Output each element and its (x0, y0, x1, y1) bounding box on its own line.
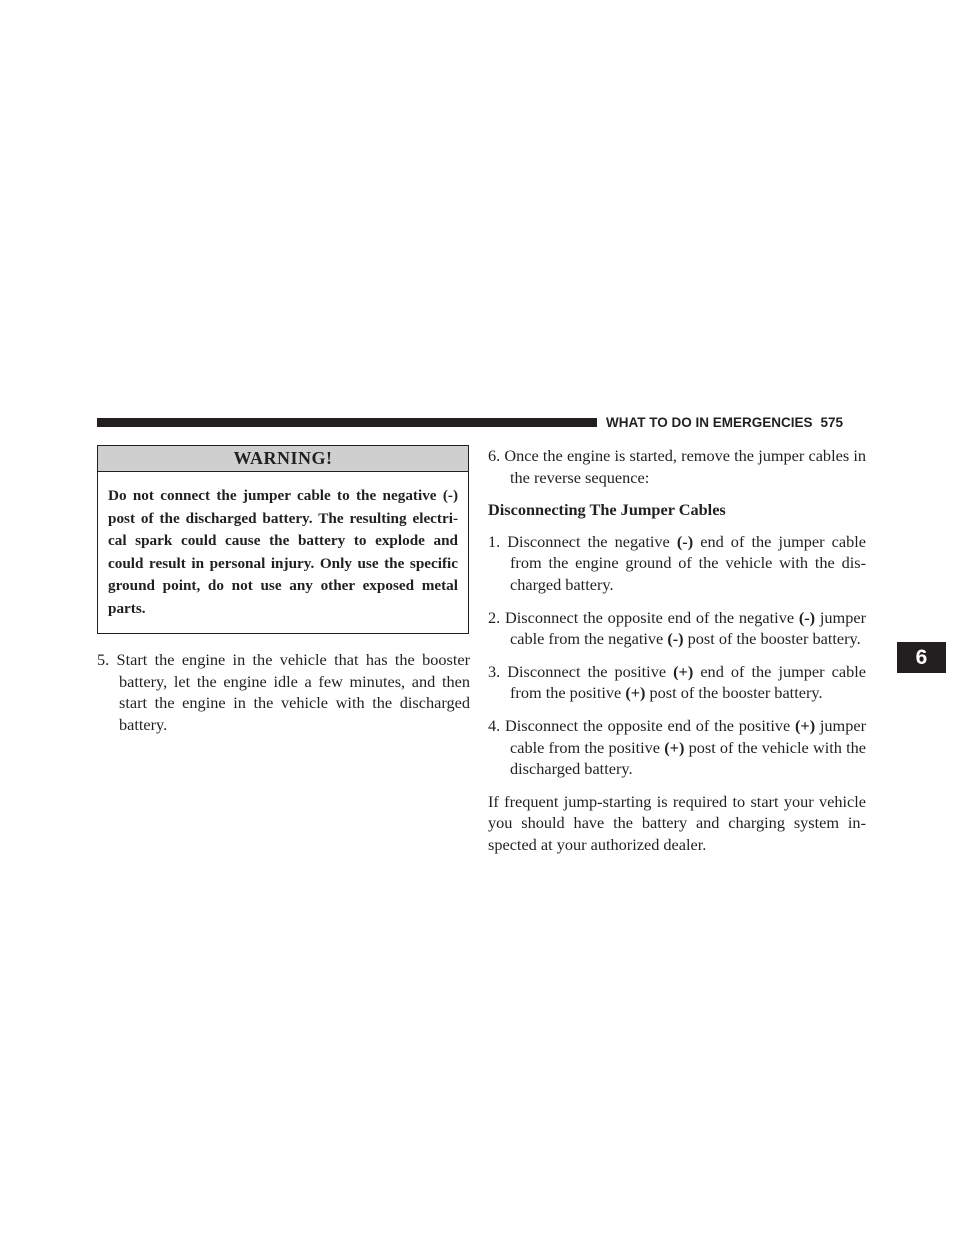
disconnect-step-1 (488, 531, 866, 596)
step-text: 2. Disconnect the opposite end of the negative (488, 607, 799, 627)
step-text: 1. Disconnect the negative (488, 531, 677, 551)
closing-paragraph: If frequent jump-starting is required to start your vehicle you should have the battery and charging system in-spected at your authorized dealer. (488, 791, 866, 854)
warning-title: WARNING! (98, 446, 468, 472)
step-5: 5. Start the engine in the vehicle that has the booster battery, let the engine idle a few minutes, and then start the engine in the vehicle with the discharged battery. (97, 650, 470, 734)
polarity-symbol: (+) (625, 683, 646, 703)
disconnect-step-4 (488, 715, 866, 780)
left-column (97, 445, 470, 735)
step-text: post of the booster battery. (683, 629, 861, 649)
step-text: 3. Disconnect the positive (488, 661, 674, 681)
warning-body: Do not connect the jumper cable to the negative (-) post of the discharged battery. The resulting electri-cal spark could cause the battery to explode and could result in personal injury. Only use the specific ground point, do not use any other exposed metal parts. (108, 487, 458, 617)
step-text: post of the vehicle with the discharged battery. (510, 737, 867, 779)
running-header (606, 414, 868, 432)
polarity-symbol: (+) (795, 715, 816, 735)
polarity-symbol: (+) (673, 661, 694, 681)
polarity-symbol: (+) (664, 737, 685, 757)
polarity-symbol: (-) (798, 607, 816, 627)
header-rule (97, 418, 597, 427)
step-text: end of the jumper cable from the engine ground of the vehicle with the dis-charged battery. (510, 531, 866, 594)
polarity-symbol: (-) (676, 531, 694, 551)
step-text: 4. Disconnect the opposite end of the positive (488, 715, 796, 735)
page-number: 575 (820, 415, 844, 430)
chapter-tab: 6 (897, 642, 946, 673)
polarity-symbol: (-) (667, 629, 684, 649)
right-column (488, 445, 866, 856)
step-text: jumper cable from the negative (510, 607, 867, 649)
warning-box (97, 445, 469, 634)
step-text: post of the booster battery. (645, 683, 823, 703)
step-text: end of the jumper cable from the positive (510, 661, 866, 703)
step-6: 6. Once the engine is started, remove the jumper cables in the reverse sequence: (488, 446, 866, 487)
disconnect-heading: Disconnecting The Jumper Cables (488, 500, 726, 520)
section-title: WHAT TO DO IN EMERGENCIES (606, 415, 813, 430)
disconnect-step-2 (488, 607, 866, 650)
disconnect-step-3 (488, 661, 866, 704)
step-text: jumper cable from the positive (510, 715, 867, 757)
